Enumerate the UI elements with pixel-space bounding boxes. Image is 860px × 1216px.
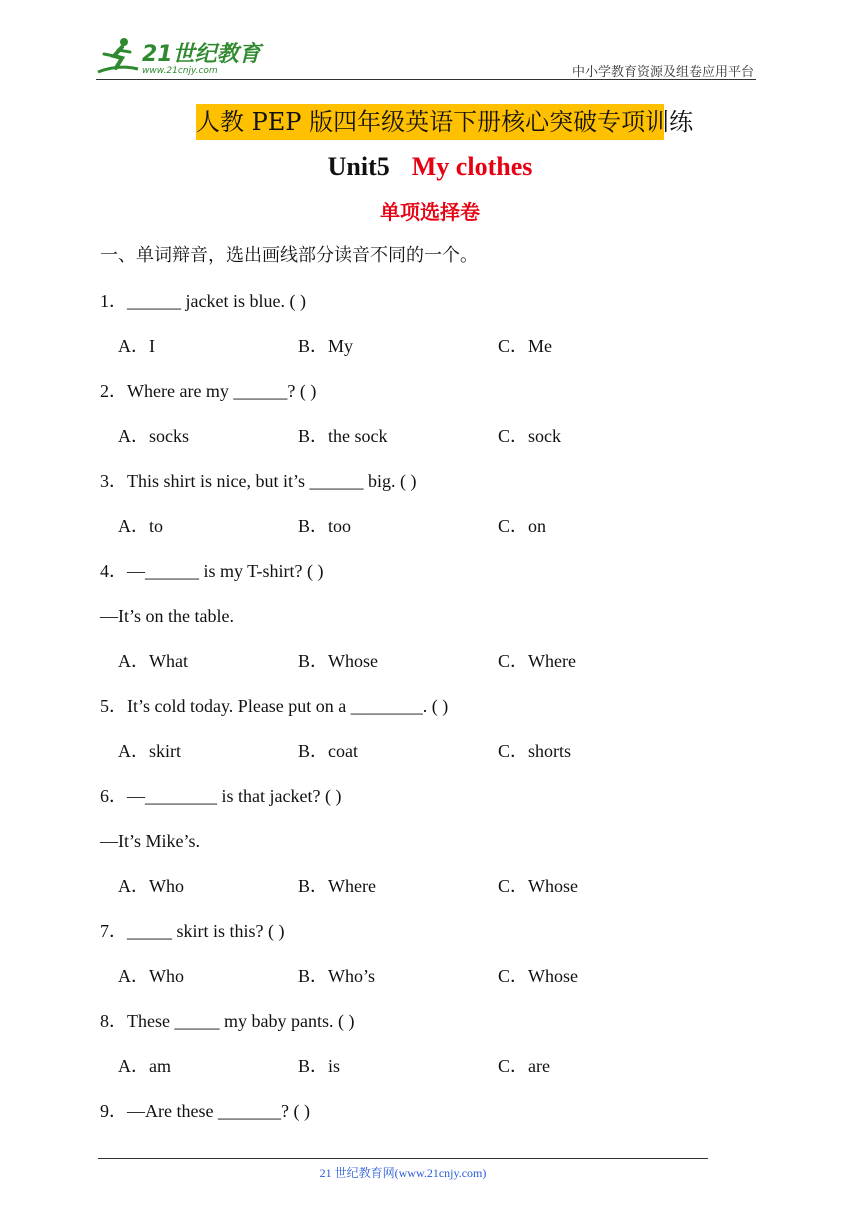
option-a[interactable]: A．Who <box>118 876 184 896</box>
option-b[interactable]: B．is <box>298 1056 341 1076</box>
option-a[interactable]: A．skirt <box>118 741 181 761</box>
worksheet-subtitle: 单项选择卷 <box>380 200 480 224</box>
option-b[interactable]: B．My <box>298 336 354 356</box>
option-a[interactable]: A．socks <box>118 426 189 446</box>
logo-url-text: www.21cnjy.com <box>142 66 218 76</box>
unit-heading <box>0 150 860 184</box>
header-divider <box>96 79 756 80</box>
page-header <box>96 28 756 80</box>
footer-divider <box>98 1158 708 1159</box>
option-b[interactable]: B．Who’s <box>298 966 376 986</box>
unit-number: Unit5 <box>327 152 390 181</box>
option-a[interactable]: A．to <box>118 516 163 536</box>
logo-text <box>142 44 261 76</box>
question-stem: 6．—________ is that jacket? ( ) <box>100 786 342 806</box>
site-logo[interactable] <box>96 36 261 76</box>
option-a[interactable]: A．What <box>118 651 188 671</box>
option-a[interactable]: A．Who <box>118 966 184 986</box>
question-stem: 8．These _____ my baby pants. ( ) <box>100 1011 355 1031</box>
option-c[interactable]: C．are <box>498 1056 550 1076</box>
option-c[interactable]: C．sock <box>498 426 561 446</box>
option-c[interactable]: C．Where <box>498 651 576 671</box>
question-stem: 7．_____ skirt is this? ( ) <box>100 921 285 941</box>
option-b[interactable]: B．coat <box>298 741 358 761</box>
worksheet-title: 人教 PEP 版四年级英语下册核心突破专项训练 <box>196 108 694 136</box>
logo-main-text: 21世纪教育 <box>142 42 261 67</box>
option-a[interactable]: A．I <box>118 336 155 356</box>
option-c[interactable]: C．shorts <box>498 741 572 761</box>
section-instruction: 一、单词辩音，选出画线部分读音不同的一个。 <box>100 245 478 266</box>
question-stem: 3．This shirt is nice, but it’s ______ big. ( ) <box>100 471 417 491</box>
option-c[interactable]: C．Me <box>498 336 552 356</box>
question-stem: 1．______ jacket is blue. ( ) <box>100 291 306 311</box>
question-stem: 5．It’s cold today. Please put on a ________. ( ) <box>100 696 449 716</box>
option-a[interactable]: A．am <box>118 1056 171 1076</box>
option-c[interactable]: C．Whose <box>498 966 578 986</box>
header-tagline: 中小学教育资源及组卷应用平台 <box>571 65 754 80</box>
worksheet-title-band <box>196 104 694 140</box>
dialogue-response: —It’s Mike’s. <box>100 831 201 851</box>
option-c[interactable]: C．on <box>498 516 547 536</box>
option-b[interactable]: B．Where <box>298 876 376 896</box>
option-c[interactable]: C．Whose <box>498 876 578 896</box>
unit-name: My clothes <box>411 152 533 181</box>
option-b[interactable]: B．the sock <box>298 426 388 446</box>
runner-logo-icon <box>96 36 140 76</box>
question-stem: 4．—______ is my T-shirt? ( ) <box>100 561 324 581</box>
footer-link[interactable]: 21 世纪教育网(www.21cnjy.com) <box>319 1166 487 1180</box>
option-b[interactable]: B．too <box>298 516 352 536</box>
dialogue-response: —It’s on the table. <box>100 606 234 626</box>
question-stem: 2．Where are my ______? ( ) <box>100 381 317 401</box>
question-stem: 9．—Are these _______? ( ) <box>100 1101 310 1121</box>
option-b[interactable]: B．Whose <box>298 651 378 671</box>
